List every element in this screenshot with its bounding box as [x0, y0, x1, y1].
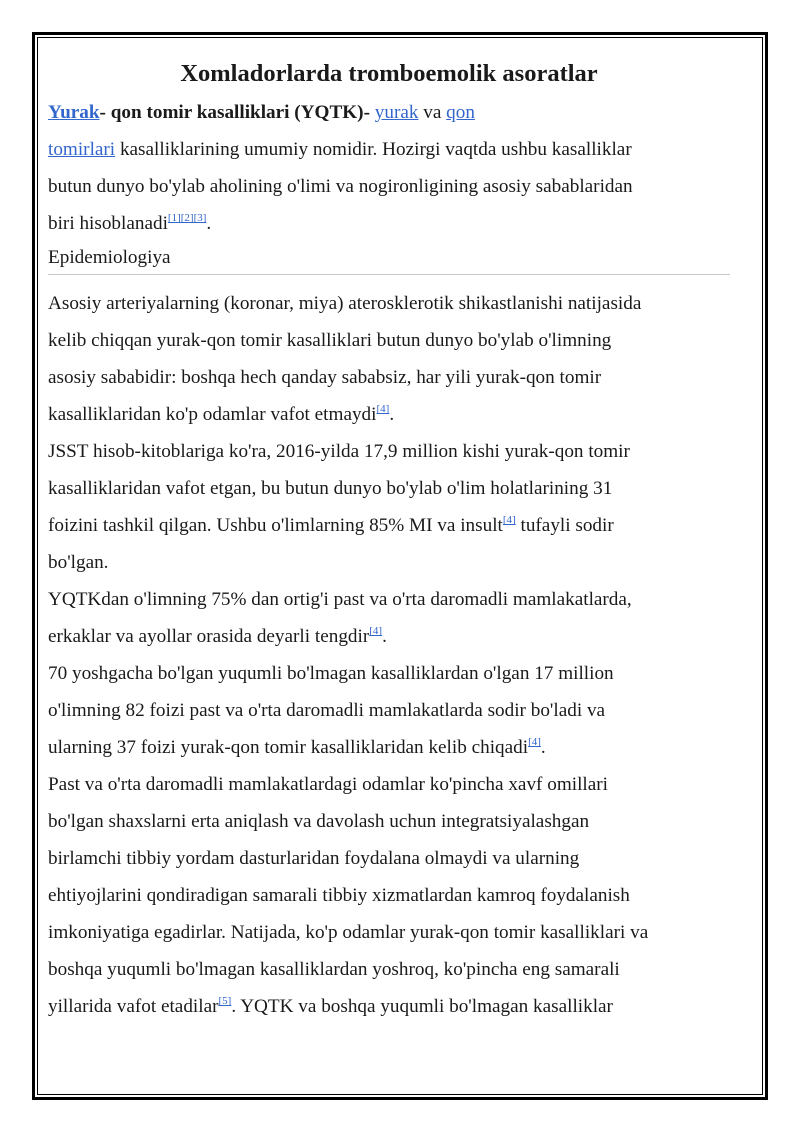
p1-line: kelib chiqqan yurak-qon tomir kasalliklari butun dunyo bo'ylab o'limning [48, 330, 612, 351]
link-yurak-bold[interactable]: Yurak [48, 102, 100, 123]
p4-line: ularning 37 foizi yurak-qon tomir kasalliklaridan kelib chiqadi [48, 737, 529, 758]
p1-line: asosiy sababidir: boshqa hech qanday sababsiz, har yili yurak-qon tomir [48, 367, 602, 388]
paragraph-5 [48, 766, 730, 1025]
p5-line: ehtiyojlarini qondiradigan samarali tibbiy xizmatlardan kamroq foydalanish [48, 885, 630, 906]
ref-link-2[interactable]: [2] [180, 212, 194, 224]
paragraph-2 [48, 433, 730, 581]
intro-va: va [423, 102, 442, 123]
p5-line: yillarida vafot etadilar [48, 996, 219, 1017]
intro-text-2: butun dunyo bo'ylab aholining o'limi va nogironligining asosiy sabablaridan [48, 176, 633, 197]
paragraph-4 [48, 655, 730, 766]
link-yurak[interactable]: yurak [374, 102, 419, 123]
p1-line: Asosiy arteriyalarning (koronar, miya) aterosklerotik shikastlanishi natijasida [48, 293, 642, 314]
link-qon-tomirlari-1[interactable]: qon [446, 102, 475, 123]
section-heading-epidemiologiya: Epidemiologiya [48, 242, 730, 275]
intro-text-3: biri hisoblanadi [48, 213, 168, 234]
ref-link-4[interactable]: [4] [369, 625, 383, 637]
p4-end: . [540, 737, 546, 758]
document-body [48, 56, 730, 1025]
ref-link-4[interactable]: [4] [528, 736, 541, 748]
paragraph-3 [48, 581, 730, 655]
p2-line-end: tufayli sodir [515, 515, 614, 536]
p1-end: . [389, 404, 395, 425]
intro-refs [168, 212, 206, 224]
intro-text-1: kasalliklarining umumiy nomidir. Hozirgi vaqtda ushbu kasalliklar [119, 139, 632, 160]
p5-line: birlamchi tibbiy yordam dasturlaridan foydalana olmaydi va ularning [48, 848, 580, 869]
link-qon-tomirlari-2[interactable]: tomirlari [48, 139, 116, 160]
intro-bold-text: - qon tomir kasalliklari (YQTK)- [99, 102, 370, 123]
p2-line: foizini tashkil qilgan. Ushbu o'limlarning 85% MI va insult [48, 515, 503, 536]
ref-link-5[interactable]: [5] [218, 995, 232, 1007]
p2-line: JSST hisob-kitoblariga ko'ra, 2016-yilda 17,9 million kishi yurak-qon tomir [48, 441, 630, 462]
p5-line: boshqa yuqumli bo'lmagan kasalliklardan yoshroq, ko'pincha eng samarali [48, 959, 620, 980]
ref-link-4[interactable]: [4] [502, 514, 516, 526]
p3-end: . [382, 626, 387, 647]
p3-line: erkaklar va ayollar orasida deyarli tengdir [48, 626, 370, 647]
ref-link-3[interactable]: [3] [193, 212, 207, 224]
p2-line: bo'lgan. [48, 552, 109, 573]
p5-line-end: . YQTK va boshqa yuqumli bo'lmagan kasalliklar [231, 996, 613, 1017]
ref-link-4[interactable]: [4] [376, 403, 390, 415]
p5-line: imkoniyatiga egadirlar. Natijada, ko'p odamlar yurak-qon tomir kasalliklari va [48, 922, 649, 943]
intro-paragraph [48, 94, 730, 242]
p5-line: Past va o'rta daromadli mamlakatlardagi odamlar ko'pincha xavf omillari [48, 774, 608, 795]
paragraph-1 [48, 285, 730, 433]
p5-line: bo'lgan shaxslarni erta aniqlash va davolash uchun integratsiyalashgan [48, 811, 590, 832]
ref-link-1[interactable]: [1] [167, 212, 181, 224]
intro-end: . [206, 213, 212, 234]
p3-line: YQTKdan o'limning 75% dan ortig'i past va o'rta daromadli mamlakatlarda, [48, 589, 632, 610]
p4-line: o'limning 82 foizi past va o'rta daromadli mamlakatlarda sodir bo'ladi va [48, 700, 606, 721]
page-title: Xomladorlarda tromboemolik asoratlar [180, 60, 598, 87]
p4-line: 70 yoshgacha bo'lgan yuqumli bo'lmagan kasalliklardan o'lgan 17 million [48, 663, 614, 684]
p1-line: kasalliklaridan ko'p odamlar vafot etmaydi [48, 404, 377, 425]
p2-line: kasalliklaridan vafot etgan, bu butun dunyo bo'ylab o'lim holatlarining 31 [48, 478, 613, 499]
